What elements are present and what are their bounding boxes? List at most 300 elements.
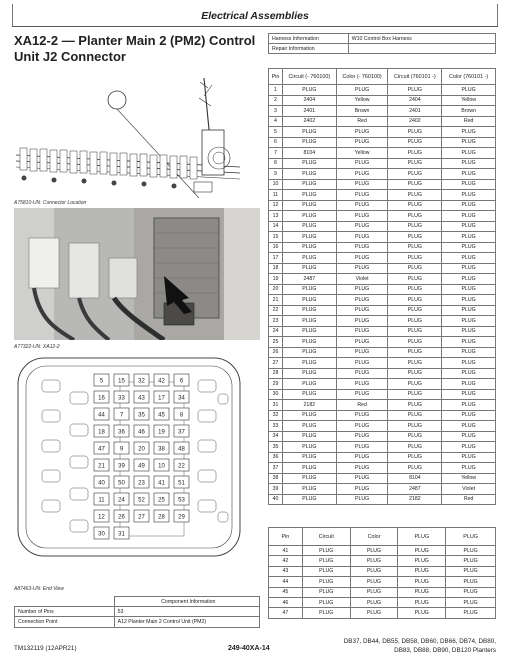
connector-pin-label: 39	[118, 463, 125, 470]
connector-pin-label: 33	[118, 395, 125, 402]
pin-row	[269, 95, 496, 106]
cell-pin-number: 14	[269, 221, 283, 232]
pin-row	[269, 337, 496, 348]
component-info-heading: Component Information	[114, 597, 259, 607]
cell-color-alt: Yellow	[442, 95, 496, 106]
pin-row	[269, 577, 496, 587]
cell-color: PLUG	[350, 577, 398, 587]
cell-pin-number: 46	[269, 597, 303, 607]
cell-color: PLUG	[336, 232, 388, 243]
cell-circuit: PLUG	[282, 211, 336, 222]
cell-color: PLUG	[350, 566, 398, 576]
connector-pin-label: 35	[138, 412, 145, 419]
pin-row	[269, 556, 496, 566]
cell-pin-number: 27	[269, 358, 283, 369]
col2-header-plug-a: PLUG	[398, 528, 446, 546]
cell-color-alt: PLUG	[442, 410, 496, 421]
cell-circuit: PLUG	[302, 546, 350, 556]
cell-color-alt: PLUG	[446, 608, 496, 618]
cell-pin-number: 47	[269, 608, 303, 618]
cell-color: Red	[336, 400, 388, 411]
cell-circuit: PLUG	[282, 484, 336, 495]
cell-circuit-alt: PLUG	[388, 263, 442, 274]
cell-circuit-alt: PLUG	[398, 587, 446, 597]
cell-color: PLUG	[336, 347, 388, 358]
cell-pin-number: 19	[269, 274, 283, 285]
cell-circuit-alt: PLUG	[398, 566, 446, 576]
cell-color-alt: PLUG	[442, 305, 496, 316]
cell-circuit-alt: PLUG	[388, 358, 442, 369]
cell-color-alt: PLUG	[446, 556, 496, 566]
pin-row	[269, 421, 496, 432]
pin-row	[269, 85, 496, 96]
cell-pin-number: 4	[269, 116, 283, 127]
footer-doc-id: TM132119 (12APR21)	[14, 645, 77, 652]
photo-caption: A77322-UN: XA12-2	[14, 344, 60, 350]
connector-pin-label: 16	[98, 395, 105, 402]
cell-circuit: PLUG	[282, 494, 336, 505]
cell-circuit: PLUG	[302, 556, 350, 566]
pin-row	[269, 566, 496, 576]
connector-pin-label: 11	[98, 497, 105, 504]
pin-row	[269, 358, 496, 369]
cell-circuit-alt: PLUG	[388, 200, 442, 211]
cell-circuit-alt: PLUG	[388, 179, 442, 190]
connector-pin-label: 21	[98, 463, 105, 470]
cell-color: PLUG	[336, 169, 388, 180]
control-unit-photo	[14, 208, 260, 340]
cell-circuit-alt: PLUG	[388, 347, 442, 358]
cell-color: PLUG	[336, 442, 388, 453]
cell-color-alt: PLUG	[442, 263, 496, 274]
cell-circuit: PLUG	[282, 137, 336, 148]
cell-color-alt: PLUG	[446, 597, 496, 607]
cell-color-alt: PLUG	[446, 577, 496, 587]
cell-circuit: PLUG	[282, 410, 336, 421]
cell-pin-number: 26	[269, 347, 283, 358]
pin-row	[269, 200, 496, 211]
cell-circuit: PLUG	[282, 305, 336, 316]
repair-info-label: Repair Information	[269, 44, 349, 54]
cell-pin-number: 38	[269, 473, 283, 484]
cell-color: PLUG	[336, 305, 388, 316]
pin-row	[269, 452, 496, 463]
pin-row	[269, 389, 496, 400]
cell-circuit: 2402	[282, 116, 336, 127]
cell-circuit-alt: PLUG	[388, 316, 442, 327]
cell-circuit-alt: PLUG	[388, 158, 442, 169]
planter-connector-location-figure	[14, 70, 260, 200]
col-header-pin: Pin	[269, 69, 283, 85]
connector-pin-label: 40	[98, 480, 105, 487]
component-information-table	[14, 596, 260, 628]
pin-circuit-table-continued	[268, 527, 496, 619]
cell-pin-number: 23	[269, 316, 283, 327]
planter-drawing	[14, 70, 260, 200]
cell-color-alt: PLUG	[442, 242, 496, 253]
pin-row	[269, 305, 496, 316]
cell-color-alt: PLUG	[442, 253, 496, 264]
cell-color: PLUG	[336, 316, 388, 327]
connector-pin-label: 6	[179, 378, 184, 385]
cell-circuit: PLUG	[302, 597, 350, 607]
cell-circuit-alt: PLUG	[388, 389, 442, 400]
col2-header-pin: Pin	[269, 528, 303, 546]
pin-row	[269, 587, 496, 597]
cell-circuit-alt: PLUG	[388, 400, 442, 411]
cell-circuit: PLUG	[282, 463, 336, 474]
cell-color: PLUG	[336, 379, 388, 390]
cell-circuit: 8104	[282, 148, 336, 159]
connector-pin-label: 32	[138, 378, 145, 385]
cell-pin-number: 43	[269, 566, 303, 576]
cell-circuit: PLUG	[282, 473, 336, 484]
cell-pin-number: 44	[269, 577, 303, 587]
pin-table-header-row	[269, 69, 496, 85]
cell-circuit-alt: PLUG	[388, 463, 442, 474]
pin-row	[269, 232, 496, 243]
cell-circuit: PLUG	[282, 242, 336, 253]
cell-color-alt: PLUG	[442, 158, 496, 169]
cell-circuit-alt: PLUG	[398, 608, 446, 618]
cell-pin-number: 41	[269, 546, 303, 556]
connector-pin-label: 12	[98, 514, 105, 521]
pin-row	[269, 546, 496, 556]
cell-pin-number: 21	[269, 295, 283, 306]
pin-row	[269, 284, 496, 295]
cell-circuit-alt: PLUG	[388, 148, 442, 159]
connector-pin-label: 42	[158, 378, 165, 385]
cell-color-alt: PLUG	[442, 295, 496, 306]
connector-pin-label: 23	[138, 480, 145, 487]
pin-row	[269, 221, 496, 232]
connector-end-view-figure	[14, 352, 260, 564]
cell-circuit-alt: PLUG	[388, 295, 442, 306]
cell-circuit: PLUG	[282, 389, 336, 400]
cell-color-alt: PLUG	[442, 368, 496, 379]
cell-circuit-alt: 2401	[388, 106, 442, 117]
connector-pin-label: 22	[178, 463, 185, 470]
cell-color: Yellow	[336, 95, 388, 106]
cell-color: PLUG	[336, 190, 388, 201]
cell-circuit: PLUG	[282, 337, 336, 348]
photo-illustration	[14, 208, 260, 340]
cell-color-alt: PLUG	[442, 326, 496, 337]
header-bottom-rule	[12, 26, 498, 27]
cell-pin-number: 30	[269, 389, 283, 400]
cell-pin-number: 31	[269, 400, 283, 411]
cell-circuit-alt: PLUG	[388, 253, 442, 264]
cell-circuit-alt: PLUG	[388, 284, 442, 295]
cell-circuit-alt: PLUG	[388, 431, 442, 442]
pin-row	[269, 116, 496, 127]
cell-pin-number: 22	[269, 305, 283, 316]
pin-row	[269, 326, 496, 337]
cell-color-alt: PLUG	[446, 566, 496, 576]
cell-color: PLUG	[350, 556, 398, 566]
col2-header-color: Color	[350, 528, 398, 546]
harness-info-label: Harness Information	[269, 34, 349, 44]
col-header-circuit-late: Circuit (760101 -)	[388, 69, 442, 85]
cell-color-alt: PLUG	[442, 274, 496, 285]
pin-row	[269, 368, 496, 379]
cell-circuit-alt: PLUG	[388, 232, 442, 243]
connector-pin-label: 7	[119, 412, 124, 419]
connector-pin-label: 17	[158, 395, 165, 402]
cell-color-alt: Red	[442, 494, 496, 505]
pin-row	[269, 106, 496, 117]
pin-row	[269, 442, 496, 453]
cell-circuit: PLUG	[282, 421, 336, 432]
cell-circuit-alt: PLUG	[398, 556, 446, 566]
cell-color: PLUG	[336, 389, 388, 400]
cell-circuit: PLUG	[282, 368, 336, 379]
cell-color: PLUG	[336, 211, 388, 222]
cell-circuit-alt: PLUG	[388, 452, 442, 463]
cell-pin-number: 35	[269, 442, 283, 453]
connector-pin-label: 24	[118, 497, 125, 504]
cell-pin-number: 40	[269, 494, 283, 505]
cell-pin-number: 6	[269, 137, 283, 148]
cell-pin-number: 1	[269, 85, 283, 96]
cell-color: PLUG	[336, 242, 388, 253]
cell-pin-number: 20	[269, 284, 283, 295]
pin-row	[269, 484, 496, 495]
cell-color: PLUG	[336, 179, 388, 190]
pin-row	[269, 190, 496, 201]
cell-circuit: PLUG	[282, 253, 336, 264]
cell-circuit-alt: PLUG	[388, 169, 442, 180]
cell-color-alt: PLUG	[442, 200, 496, 211]
connector-pin-label: 5	[99, 378, 104, 385]
cell-pin-number: 28	[269, 368, 283, 379]
cell-color-alt: PLUG	[442, 232, 496, 243]
cell-circuit-alt: 8104	[388, 473, 442, 484]
connector-pin-label: 44	[98, 412, 105, 419]
cell-color: PLUG	[336, 295, 388, 306]
number-of-pins-label: Number of Pins	[15, 607, 115, 617]
pin-row	[269, 379, 496, 390]
section-title: Electrical Assemblies	[201, 10, 309, 22]
pin-row	[269, 158, 496, 169]
cell-circuit-alt: PLUG	[398, 597, 446, 607]
cell-pin-number: 32	[269, 410, 283, 421]
cell-circuit-alt: 2402	[388, 116, 442, 127]
cell-color: Yellow	[336, 148, 388, 159]
cell-color-alt: PLUG	[442, 85, 496, 96]
cell-circuit-alt: PLUG	[388, 442, 442, 453]
cell-color-alt: PLUG	[442, 169, 496, 180]
connector-pin-label: 51	[178, 480, 185, 487]
component-info-spacer	[15, 597, 115, 607]
connector-pin-label: 48	[178, 446, 185, 453]
connector-pin-label: 37	[178, 429, 185, 436]
pin-row	[269, 473, 496, 484]
pin-row	[269, 179, 496, 190]
cell-circuit-alt: PLUG	[398, 546, 446, 556]
cell-color: PLUG	[336, 473, 388, 484]
cell-pin-number: 3	[269, 106, 283, 117]
pin-row	[269, 463, 496, 474]
connection-point-value: A12 Planter Main 2 Control Unit (PM2)	[114, 617, 259, 627]
pin-row	[269, 410, 496, 421]
cell-color-alt: PLUG	[442, 400, 496, 411]
page-title: XA12-2 — Planter Main 2 (PM2) Control Unit J2 Connector	[14, 33, 256, 64]
connection-point-row	[15, 617, 260, 627]
pin-row	[269, 242, 496, 253]
cell-pin-number: 45	[269, 587, 303, 597]
cell-circuit: PLUG	[282, 127, 336, 138]
connector-pin-label: 29	[178, 514, 185, 521]
pin-row	[269, 608, 496, 618]
cell-circuit-alt: PLUG	[388, 326, 442, 337]
cell-color: PLUG	[336, 484, 388, 495]
footer-page-number: 249-40XA-14	[228, 645, 270, 652]
footer-models-line-1: DB37, DB44, DB55, DB58, DB60, DB66, DB74, DB80,	[343, 638, 496, 645]
connector-pin-label: 43	[138, 395, 145, 402]
cell-circuit: PLUG	[302, 566, 350, 576]
cell-color-alt: PLUG	[446, 546, 496, 556]
col2-header-plug-b: PLUG	[446, 528, 496, 546]
cell-color-alt: PLUG	[442, 347, 496, 358]
cell-color: Red	[336, 116, 388, 127]
cell-circuit: PLUG	[282, 179, 336, 190]
cell-circuit: PLUG	[282, 358, 336, 369]
connector-pin-label: 28	[158, 514, 165, 521]
cell-circuit: PLUG	[282, 316, 336, 327]
cell-circuit-alt: PLUG	[388, 242, 442, 253]
cell-circuit: PLUG	[302, 608, 350, 618]
cell-circuit: 2487	[282, 274, 336, 285]
cell-circuit: PLUG	[282, 442, 336, 453]
cell-circuit: PLUG	[302, 587, 350, 597]
cell-circuit-alt: PLUG	[388, 190, 442, 201]
pin-circuit-table	[268, 68, 496, 505]
connector-pin-label: 38	[158, 446, 165, 453]
cell-color-alt: PLUG	[442, 284, 496, 295]
cell-color: Brown	[336, 106, 388, 117]
cell-pin-number: 10	[269, 179, 283, 190]
connector-pin-label: 19	[158, 429, 165, 436]
number-of-pins-value: 53	[114, 607, 259, 617]
cell-color-alt: Brown	[442, 106, 496, 117]
pin-row	[269, 137, 496, 148]
cell-pin-number: 39	[269, 484, 283, 495]
cell-color-alt: Yellow	[442, 473, 496, 484]
cell-color: PLUG	[336, 284, 388, 295]
cell-color-alt: PLUG	[442, 316, 496, 327]
cell-circuit: PLUG	[282, 169, 336, 180]
cell-pin-number: 18	[269, 263, 283, 274]
pin-row	[269, 494, 496, 505]
cell-circuit: PLUG	[282, 379, 336, 390]
pin-row	[269, 148, 496, 159]
cell-pin-number: 29	[269, 379, 283, 390]
cell-color: PLUG	[350, 587, 398, 597]
pin-row	[269, 295, 496, 306]
cell-circuit-alt: PLUG	[388, 211, 442, 222]
cell-pin-number: 2	[269, 95, 283, 106]
pin-row	[269, 211, 496, 222]
cell-color: PLUG	[336, 494, 388, 505]
cell-color: PLUG	[336, 326, 388, 337]
cell-circuit: PLUG	[282, 221, 336, 232]
cell-pin-number: 15	[269, 232, 283, 243]
cell-color: Violet	[336, 274, 388, 285]
cell-color: PLUG	[336, 221, 388, 232]
connector-pin-label: 26	[118, 514, 125, 521]
cell-color: PLUG	[336, 452, 388, 463]
cell-circuit-alt: 2182	[388, 494, 442, 505]
connection-point-label: Connection Point	[15, 617, 115, 627]
harness-info-row	[269, 34, 496, 44]
cell-pin-number: 7	[269, 148, 283, 159]
connector-pin-label: 20	[138, 446, 145, 453]
footer-models-line-2: DB83, DB88, DB90, DB120 Planters	[394, 647, 496, 654]
cell-circuit: PLUG	[282, 295, 336, 306]
connector-pin-label: 47	[98, 446, 105, 453]
cell-color: PLUG	[336, 358, 388, 369]
connector-drawing	[14, 352, 260, 564]
col-header-circuit-early: Circuit (- 760100)	[282, 69, 336, 85]
cell-pin-number: 16	[269, 242, 283, 253]
cell-circuit-alt: PLUG	[398, 577, 446, 587]
cell-color: PLUG	[350, 597, 398, 607]
harness-information-table	[268, 33, 496, 54]
connector-pin-label: 53	[178, 497, 185, 504]
cell-color: PLUG	[336, 431, 388, 442]
cell-pin-number: 25	[269, 337, 283, 348]
cell-circuit-alt: PLUG	[388, 127, 442, 138]
pin-row	[269, 431, 496, 442]
cell-color-alt: PLUG	[442, 127, 496, 138]
cell-circuit: PLUG	[282, 200, 336, 211]
cell-color: PLUG	[336, 337, 388, 348]
cell-color-alt: PLUG	[442, 463, 496, 474]
harness-info-value: W10 Control Box Harness	[348, 34, 495, 44]
connector-pin-label: 46	[138, 429, 145, 436]
cell-circuit-alt: 2487	[388, 484, 442, 495]
cell-color: PLUG	[336, 263, 388, 274]
cell-circuit: 2182	[282, 400, 336, 411]
cell-color-alt: PLUG	[442, 452, 496, 463]
pin-row	[269, 127, 496, 138]
cell-color: PLUG	[336, 85, 388, 96]
cell-pin-number: 8	[269, 158, 283, 169]
cell-circuit: PLUG	[282, 347, 336, 358]
connector-pin-label: 18	[98, 429, 105, 436]
cell-circuit: PLUG	[282, 452, 336, 463]
cell-circuit-alt: PLUG	[388, 305, 442, 316]
cell-color: PLUG	[336, 200, 388, 211]
cell-pin-number: 13	[269, 211, 283, 222]
cell-circuit: PLUG	[282, 431, 336, 442]
cell-pin-number: 5	[269, 127, 283, 138]
repair-info-value	[348, 44, 495, 54]
cell-circuit: PLUG	[282, 263, 336, 274]
cell-circuit-alt: PLUG	[388, 221, 442, 232]
cell-color-alt: PLUG	[442, 337, 496, 348]
connector-pin-label: 8	[179, 412, 184, 419]
cell-pin-number: 17	[269, 253, 283, 264]
cell-circuit: PLUG	[282, 284, 336, 295]
connector-pin-label: 25	[158, 497, 165, 504]
cell-color: PLUG	[336, 137, 388, 148]
cell-pin-number: 11	[269, 190, 283, 201]
connector-pin-label: 9	[119, 446, 124, 453]
cell-circuit-alt: PLUG	[388, 410, 442, 421]
pin-row	[269, 253, 496, 264]
